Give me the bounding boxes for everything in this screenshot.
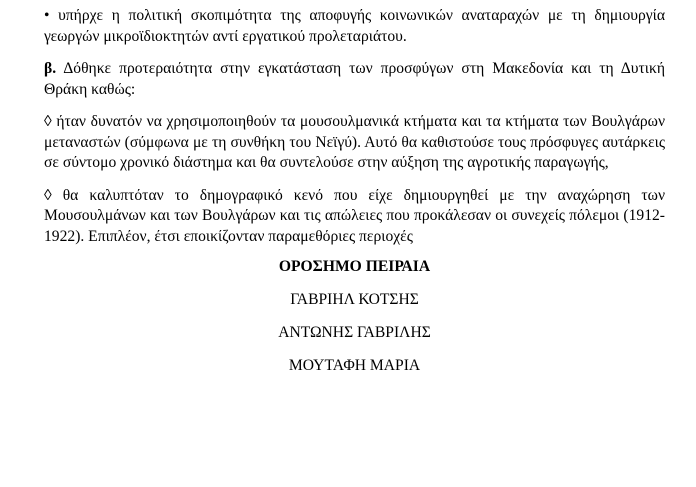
document-page <box>44 6 665 389</box>
paragraph-b-text: Δόθηκε προτεραιότητα στην εγκατάσταση των προσφύγων στη Μακεδονία και τη Δυτική Θράκη καθώς: <box>44 60 665 98</box>
author-name: ΑΝΤΩΝΗΣ ΓΑΒΡΙΛΗΣ <box>278 324 431 341</box>
diamond-paragraph-demographic-gap: ◊ θα καλυπτόταν το δημογραφικό κενό που είχε δημιουργηθεί με την αναχώρηση των Μουσουλμάνων και των Βουλγάρων και τις απώλειες που προκάλεσαν οι συνεχείς πόλεμοι (1912-1922). Επιπλέον, έτσι εποικίζονταν παραμεθόριες περιοχές <box>44 186 665 245</box>
organization-name: ΟΡΟΣΗΜΟ ΠΕΙΡΑΙΑ <box>278 258 431 275</box>
diamond-paragraph-muslim-estates: ◊ ήταν δυνατόν να χρησιμοποιηθούν τα μουσουλμανικά κτήματα και τα κτήματα των Βουλγάρων μεταναστών (σύμφωνα με τη συνθήκη του Νεϊγύ). Αυτό θα καθιστούσε τους πρόσφυγες αυτάρκεις σε σύντομο χρονικό διάστημα και θα συντελούσε στην αύξηση της αγροτικής παραγωγής, <box>44 113 665 171</box>
bullet-paragraph-political-expediency: • υπήρχε η πολιτική σκοπιμότητα της αποφυγής κοινωνικών αναταραχών με τη δημιουργία γεωργών μικροϊδιοκτητών αντί εργατικού προλεταριάτου. <box>44 7 665 45</box>
paragraph-b-label: β. <box>44 60 57 77</box>
signature-block <box>44 257 665 376</box>
paragraph-b-priority-settlement <box>44 59 665 100</box>
author-name: ΓΑΒΡΙΗΛ ΚΟΤΣΗΣ <box>290 291 419 308</box>
author-name: ΜΟΥΤΑΦΗ ΜΑΡΙΑ <box>288 357 421 374</box>
